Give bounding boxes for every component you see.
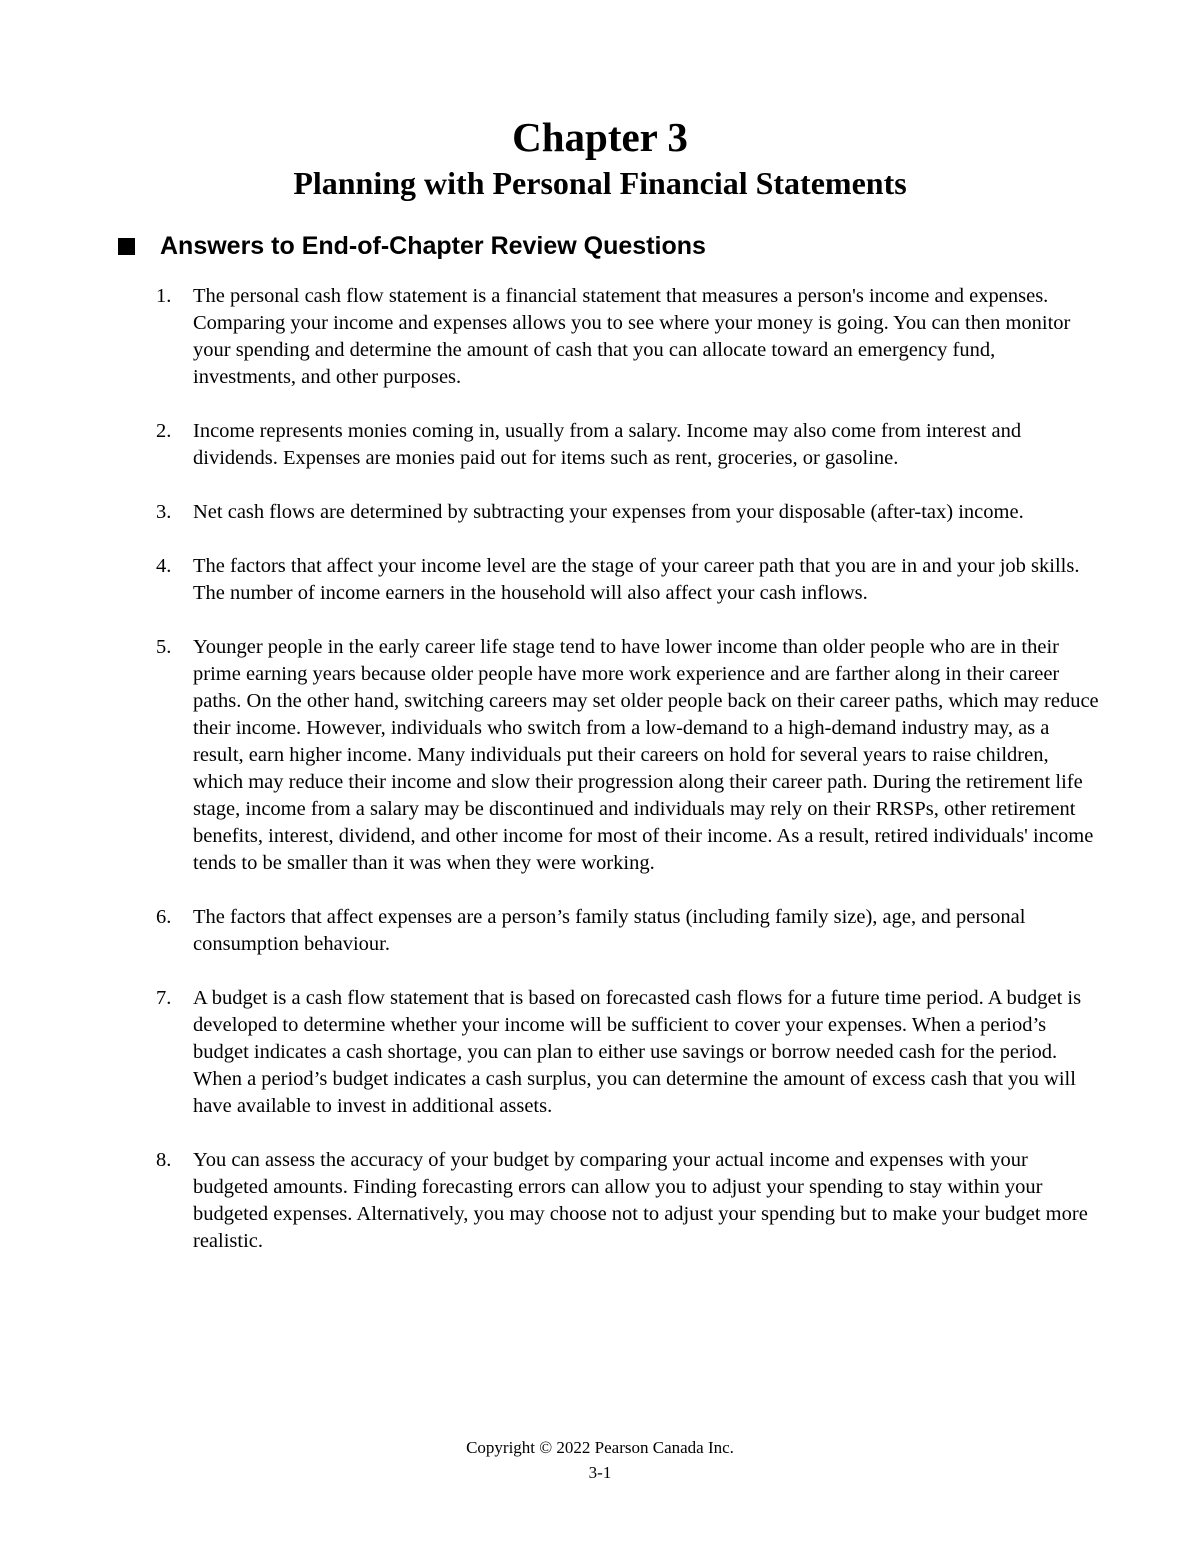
answer-text: The factors that affect expenses are a person’s family status (including family size), age, and personal consumption behaviour. (193, 906, 1026, 955)
answer-number: 7. (156, 987, 172, 1009)
answer-item (150, 499, 1100, 526)
answer-item (150, 634, 1100, 877)
answer-text: You can assess the accuracy of your budget by comparing your actual income and expenses with your budgeted amounts. Finding forecasting errors can allow you to adjust your spending to stay within your budgeted expenses. Alternatively, you may choose not to adjust your spending but to make your budget more realistic. (193, 1149, 1088, 1252)
answer-number: 4. (156, 555, 172, 577)
answer-number: 1. (156, 285, 172, 307)
answer-number: 3. (156, 501, 172, 523)
answer-text: The factors that affect your income level are the stage of your career path that you are in and your job skills. The number of income earners in the household will also affect your cash inflows. (193, 555, 1080, 604)
answer-item (150, 1147, 1100, 1255)
answer-text: Younger people in the early career life stage tend to have lower income than older people who are in their prime earning years because older people have more work experience and are farther along in their career paths. On the other hand, switching careers may set older people back on their career paths, which may reduce their income. However, individuals who switch from a low-demand to a high-demand industry may, as a result, earn higher income. Many individuals put their careers on hold for several years to raise children, which may reduce their income and slow their progression along their career path. During the retirement life stage, income from a salary may be discontinued and individuals may rely on their RRSPs, other retirement benefits, interest, dividend, and other income for most of their income. As a result, retired individuals' income tends to be smaller than it was when they were working. (193, 636, 1099, 874)
answer-number: 2. (156, 420, 172, 442)
answer-item (150, 553, 1100, 607)
chapter-title: Planning with Personal Financial Statements (293, 165, 907, 201)
chapter-number: Chapter 3 (512, 114, 688, 160)
answer-item (150, 418, 1100, 472)
answer-text: The personal cash flow statement is a financial statement that measures a person's income and expenses. Comparing your income and expenses allows you to see where your money is going. You can then monitor your spending and determine the amount of cash that you can allocate toward an emergency fund, investments, and other purposes. (193, 285, 1071, 388)
section-heading (118, 229, 1118, 263)
square-bullet-icon (118, 238, 135, 255)
answer-text: Net cash flows are determined by subtracting your expenses from your disposable (after-tax) income. (193, 501, 1024, 523)
answer-text: Income represents monies coming in, usually from a salary. Income may also come from interest and dividends. Expenses are monies paid out for items such as rent, groceries, or gasoline. (193, 420, 1022, 469)
answer-item (150, 283, 1100, 391)
footer-page-number: 3-1 (588, 1463, 612, 1482)
answers-list (150, 283, 1100, 1282)
answer-number: 5. (156, 636, 172, 658)
footer-copyright: Copyright © 2022 Pearson Canada Inc. (466, 1438, 734, 1457)
answer-item (150, 985, 1100, 1120)
section-heading-text: Answers to End-of-Chapter Review Questions (160, 232, 706, 260)
answer-number: 6. (156, 906, 172, 928)
answer-text: A budget is a cash flow statement that is based on forecasted cash flows for a future time period. A budget is developed to determine whether your income will be sufficient to cover your expenses. When a period’s budget indicates a cash shortage, you can plan to either use savings or borrow needed cash for the period. When a period’s budget indicates a cash surplus, you can determine the amount of excess cash that you will have available to invest in additional assets. (193, 987, 1082, 1117)
answer-number: 8. (156, 1149, 172, 1171)
answer-item (150, 904, 1100, 958)
